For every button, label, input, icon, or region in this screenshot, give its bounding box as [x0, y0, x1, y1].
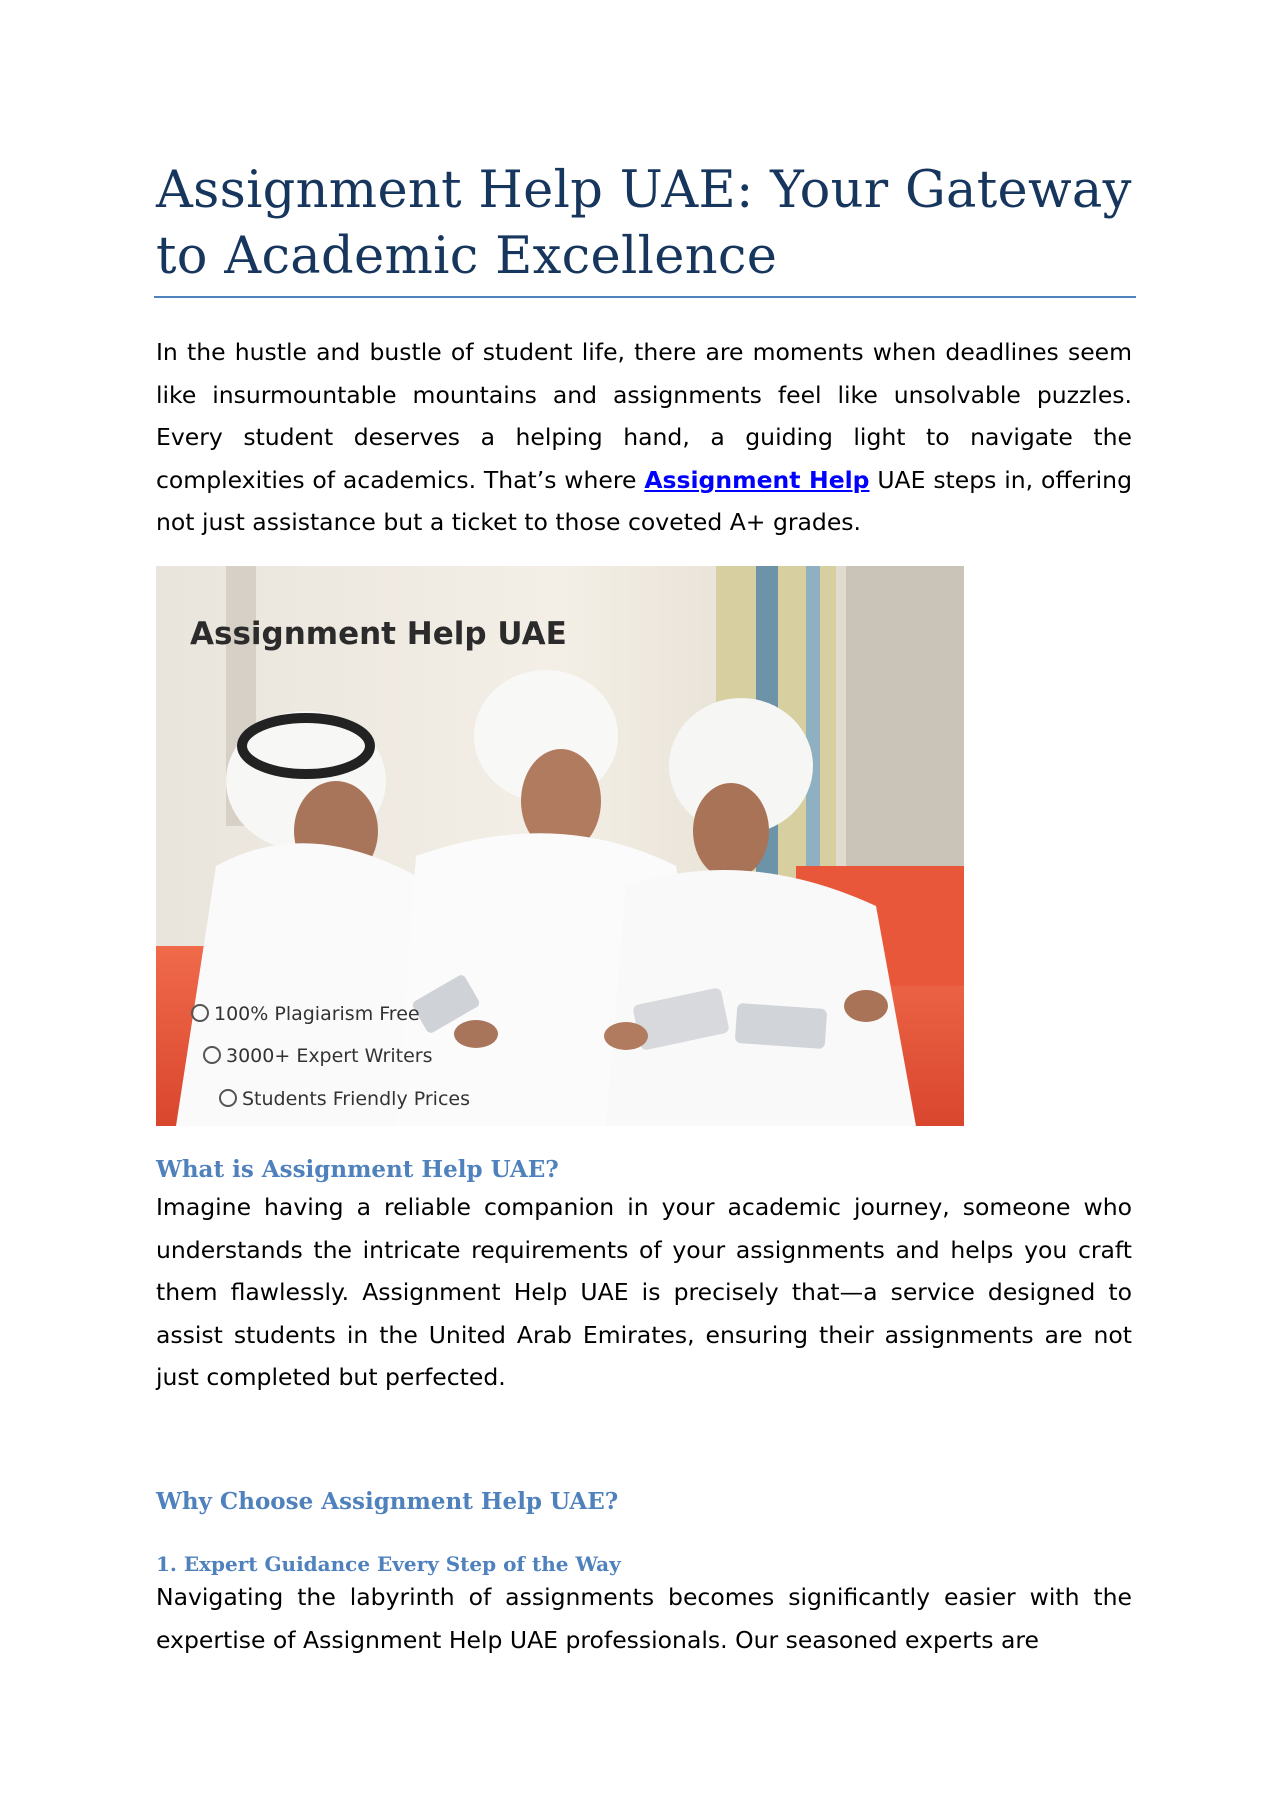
image-feature-3: Students Friendly Prices	[242, 1088, 470, 1110]
title-divider	[154, 296, 1136, 298]
intro-text-before-link: In the hustle and bustle of student life, there are moments when deadlines seem like insurmountable mountains and assignments feel like unsolvable puzzles. Every student deserves a helping hand, a guiding light to navigate the complexities of academics. That’s where	[156, 338, 1132, 494]
assignment-help-uae-image	[156, 566, 964, 1126]
intro-text-after-link: UAE steps in, offering not just assistance but a ticket to those coveted A+ grades.	[156, 465, 1132, 536]
image-feature-1: 100% Plagiarism Free	[214, 1003, 420, 1025]
section-heading-what-is: What is Assignment Help UAE?	[156, 1156, 559, 1183]
image-banner-text: Assignment Help UAE	[190, 616, 567, 652]
assignment-help-link[interactable]: Assignment Help	[644, 465, 870, 494]
students-photo-illustration	[156, 566, 964, 1126]
subsection-heading-expert-guidance: 1. Expert Guidance Every Step of the Way	[156, 1552, 621, 1576]
image-feature-2: 3000+ Expert Writers	[226, 1045, 433, 1067]
section-body-what-is: Imagine having a reliable companion in your academic journey, someone who understands the intricate requirements of your assignments and helps you craft them flawlessly. Assignment Help UAE is precisely that—a service designed to assist students in the United Arab Emirates, ensuring their assignments are not just completed but perfected.	[156, 1193, 1132, 1391]
page-title: Assignment Help UAE: Your Gateway to Academic Excellence	[156, 161, 1132, 286]
intro-paragraph	[156, 331, 1132, 544]
section-heading-why-choose: Why Choose Assignment Help UAE?	[156, 1488, 619, 1515]
subsection-body-expert-guidance: Navigating the labyrinth of assignments becomes significantly easier with the expertise of Assignment Help UAE professionals. Our seasoned experts are	[156, 1583, 1132, 1654]
